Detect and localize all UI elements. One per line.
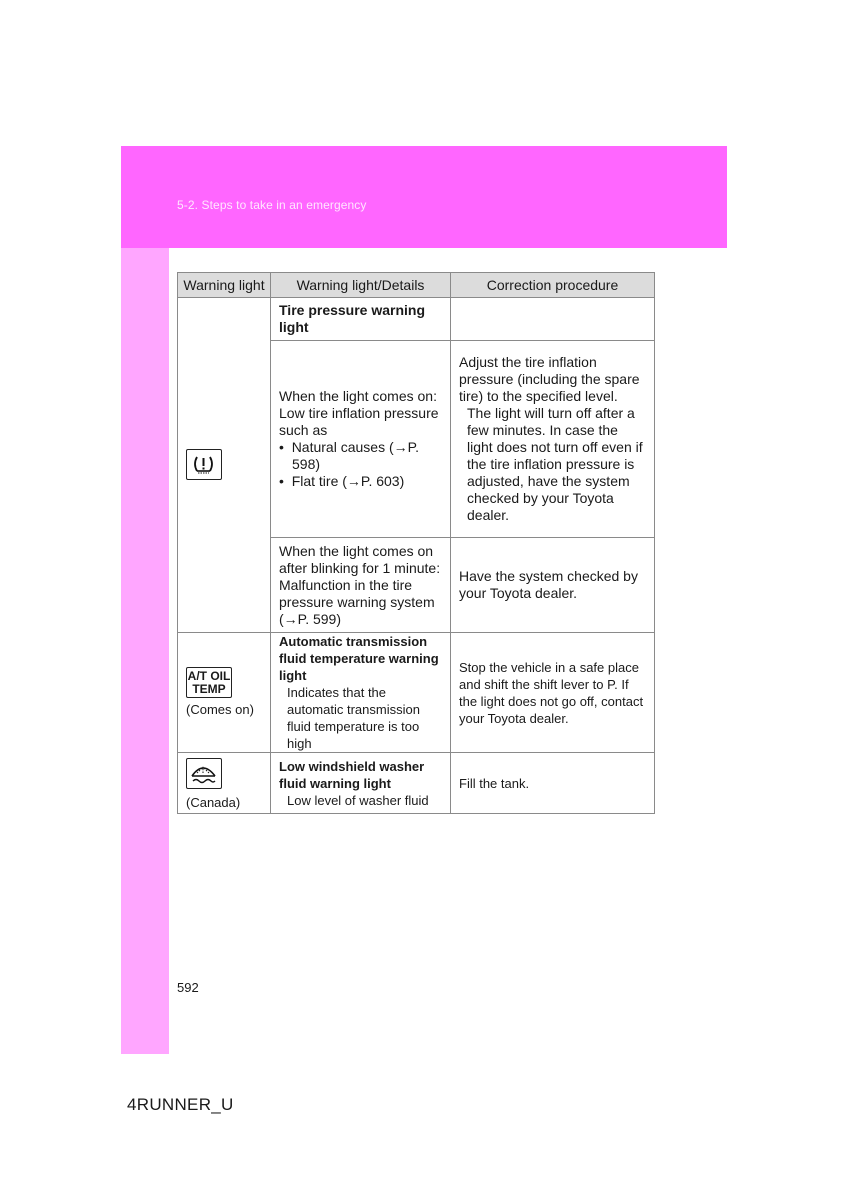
section-title: 5-2. Steps to take in an emergency (177, 198, 367, 212)
atf-icon-line1: A/T OIL (187, 669, 231, 683)
page-number: 592 (177, 980, 199, 995)
tire-row1-details (271, 341, 451, 538)
table-row (178, 753, 655, 814)
washer-details (271, 753, 451, 814)
side-band (121, 146, 169, 1054)
washer-icon-cell (178, 753, 271, 814)
washer-fluid-warning-icon (186, 758, 222, 789)
atf-details-text: Indicates that the automatic transmission fluid temperature is too high (287, 685, 420, 751)
tire-icon-cell (178, 298, 271, 633)
atf-details (271, 633, 451, 753)
header-correction: Correction procedure (451, 273, 655, 298)
tire-bullet-flat: • Flat tire (→P. 603) (279, 473, 405, 489)
tire-row2-details: When the light comes on after blinking for 1 minute: Malfunction in the tire pressure warning system (→P. 599) (271, 538, 451, 633)
tire-row1-intro: When the light comes on: Low tire inflation pressure such as (279, 388, 439, 438)
washer-caption: (Canada) (186, 795, 241, 810)
tire-bullet-natural-text: Natural causes (→P. 598) (291, 439, 420, 472)
table-row (178, 298, 655, 341)
table-header-row (178, 273, 655, 298)
table-row (178, 633, 655, 753)
header-band (121, 146, 727, 248)
tire-title-correction-empty (451, 298, 655, 341)
tire-pressure-warning-icon (186, 449, 222, 480)
tire-row1-correction (451, 341, 655, 538)
tire-bullet-natural: • Natural causes (→P. 598) (279, 439, 420, 472)
tire-row1-correction-note: The light will turn off after a few minutes. In case the light does not turn off even if the tire inflation pressure is adjusted, have the system checked by your Toyota dealer. (467, 405, 643, 523)
atf-icon-line2: TEMP (192, 682, 226, 696)
footer-model-code: 4RUNNER_U (127, 1095, 234, 1114)
tire-row1-correction-main: Adjust the tire inflation pressure (including the spare tire) to the specified level. (459, 354, 640, 404)
tire-warning-title: Tire pressure warning light (271, 298, 451, 341)
header-details: Warning light/Details (271, 273, 451, 298)
washer-details-text: Low level of washer fluid (287, 792, 429, 808)
atf-temp-warning-icon (186, 667, 232, 698)
tire-row2-correction: Have the system checked by your Toyota dealer. (451, 538, 655, 633)
tire-bullet-flat-text: Flat tire (→P. 603) (291, 473, 405, 489)
washer-correction: Fill the tank. (451, 753, 655, 814)
atf-warning-title: Automatic transmission fluid temperature warning light (279, 634, 439, 683)
warning-light-table (177, 272, 655, 814)
atf-correction: Stop the vehicle in a safe place and shift the shift lever to P. If the light does not go off, contact your Toyota dealer. (451, 633, 655, 753)
atf-caption: (Comes on) (186, 702, 254, 717)
header-warning-light: Warning light (178, 273, 271, 298)
atf-icon-cell (178, 633, 271, 753)
washer-warning-title: Low windshield washer fluid warning light (279, 758, 425, 791)
